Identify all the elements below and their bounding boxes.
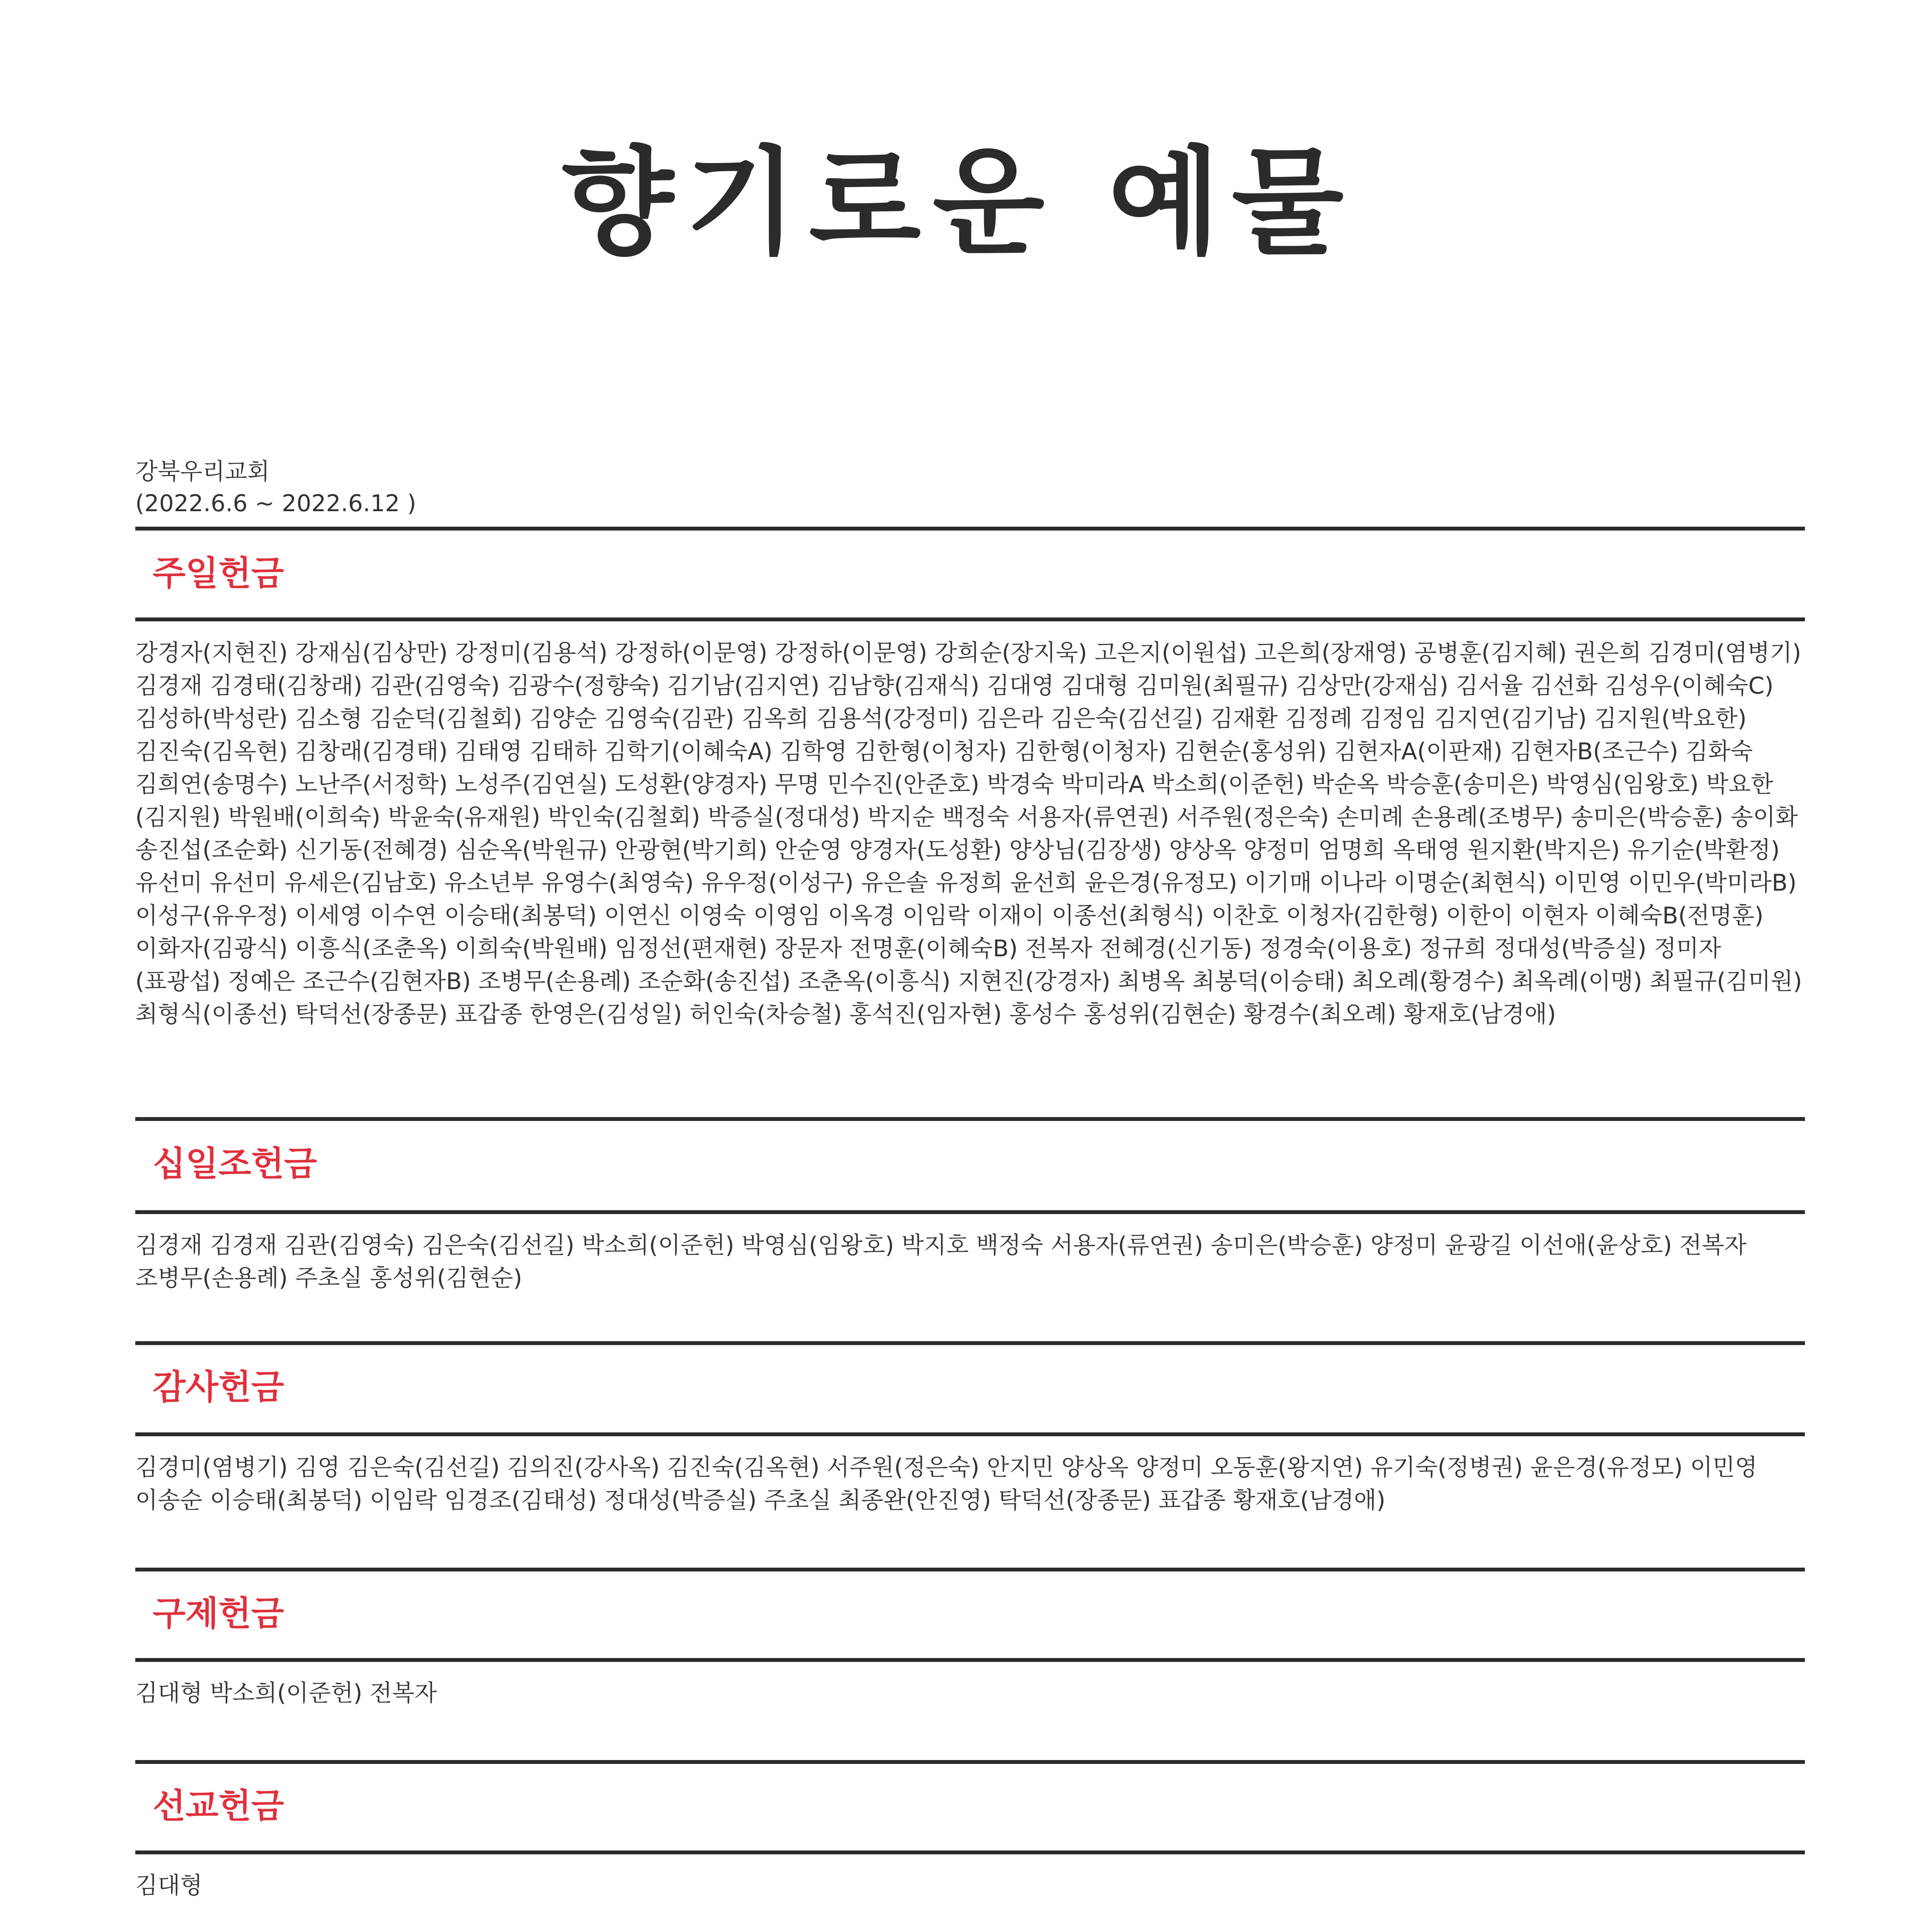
section-top-rule <box>135 1568 1805 1571</box>
section-top-rule <box>135 1760 1805 1764</box>
section-heading: 구제헌금 <box>153 1594 284 1633</box>
page-title: 향기로운 예물 <box>562 135 1355 270</box>
section-bottom-rule <box>135 617 1805 621</box>
section-sunday-offering <box>135 527 1805 1118</box>
section-top-rule <box>135 1117 1805 1121</box>
church-info <box>135 456 416 519</box>
section-names: 김대형 <box>135 1872 203 1899</box>
section-heading: 감사헌금 <box>153 1367 284 1407</box>
section-bottom-rule <box>135 1432 1805 1436</box>
section-heading: 선교헌금 <box>153 1786 284 1826</box>
section-names: 김경미(염병기) 김영 김은숙(김선길) 김의진(강사옥) 김진숙(김옥현) 서주원(정은숙) 안지민 양상옥 양정미 오동훈(왕지연) 유기숙(정병권) 윤은경(유정모) 이민영 이송순 이승태(최봉덕) 이임락 임경조(김태성) 정대성(박증실) 주초실 최종완(안진영) 탁덕선(장종문) 표갑종 황재호(남경애) <box>135 1454 1757 1514</box>
section-top-rule <box>135 527 1805 531</box>
date-range: (2022.6.6 ~ 2022.6.12 ) <box>135 490 416 517</box>
section-top-rule <box>135 1341 1805 1345</box>
section-relief-offering <box>135 1568 1805 1730</box>
section-mission-offering <box>135 1760 1805 1922</box>
section-bottom-rule <box>135 1850 1805 1854</box>
section-heading: 십일조헌금 <box>153 1144 317 1184</box>
section-tithe-offering <box>135 1117 1805 1318</box>
church-name: 강북우리교회 <box>135 458 270 485</box>
section-bottom-rule <box>135 1658 1805 1662</box>
section-names: 김대형 박소희(이준헌) 전복자 <box>135 1680 437 1707</box>
section-bottom-rule <box>135 1210 1805 1214</box>
section-thanks-offering <box>135 1341 1805 1542</box>
section-names: 김경재 김경재 김관(김영숙) 김은숙(김선길) 박소희(이준헌) 박영심(임왕호) 박지호 백정숙 서용자(류연권) 송미은(박승훈) 양정미 윤광길 이선애(윤상호) 전복자 조병무(손용례) 주초실 홍성위(김현순) <box>135 1232 1747 1292</box>
section-heading: 주일헌금 <box>153 553 284 593</box>
section-names: 강경자(지현진) 강재심(김상만) 강정미(김용석) 강정하(이문영) 강정하(이문영) 강희순(장지욱) 고은지(이원섭) 고은희(장재영) 공병훈(김지혜) 권은희 김경미(염병기) 김경재 김경태(김창래) 김관(김영숙) 김광수(정향숙) 김기남(김지연) 김남향(김재식) 김대영 김대형 김미원(최필규) 김상만(강재심) 김서율 김선화 김성우(이혜숙C) 김성하(박성란) 김소형 김순덕(김철회) 김양순 김영숙(김관) 김옥희 김용석(강정미) 김은라 김은숙(김선길) 김재환 김정례 김정임 김지연(김기남) 김지원(박요한) 김진숙(김옥현) 김창래(김경태) 김태영 김태하 김학기(이혜숙A) 김학영 김한형(이청자) 김한형(이청자) 김현순(홍성위) 김현자A(이판재) 김현자B(조근수) 김화숙 김희연(송명수) 노난주(서정학) 노성주(김연실) 도성환(양경자) 무명 민수진(안준호) 박경숙 박미라A 박소희(이준헌) 박순옥 박승훈(송미은) 박영심(임왕호) 박요한(김지원) 박원배(이희숙) 박윤숙(유재원) 박인숙(김철회) 박증실(정대성) 박지순 백정숙 서용자(류연권) 서주원(정은숙) 손미례 손용례(조병무) 송미은(박승훈) 송이화 송진섭(조순화) 신기동(전혜경) 심순옥(박원규) 안광현(박기희) 안순영 양경자(도성환) 양상님(김장생) 양상옥 양정미 엄명희 옥태영 원지환(박지은) 유기순(박환정) 유선미 유선미 유세은(김남호) 유소년부 유영수(최영숙) 유우정(이성구) 유은솔 유정희 윤선희 윤은경(유정모) 이기매 이나라 이명순(최현식) 이민영 이민우(박미라B) 이성구(유우정) 이세영 이수연 이승태(최봉덕) 이연신 이영숙 이영임 이옥경 이임락 이재이 이종선(최형식) 이찬호 이청자(김한형) 이한이 이현자 이혜숙B(전명훈) 이화자(김광식) 이흥식(조춘옥) 이희숙(박원배) 임정선(편재현) 장문자 전명훈(이혜숙B) 전복자 전혜경(신기동) 정경숙(이용호) 정규희 정대성(박증실) 정미자(표광섭) 정예은 조근수(김현자B) 조병무(손용례) 조순화(송진섭) 조춘옥(이흥식) 지현진(강경자) 최병옥 최봉덕(이승태) 최오례(황경수) 최옥례(이맹) 최필규(김미원) 최형식(이종선) 탁덕선(장종문) 표갑종 한영은(김성일) 허인숙(차승철) 홍석진(임자현) 홍성수 홍성위(김현순) 황경수(최오례) 황재호(남경애) <box>135 639 1802 1028</box>
